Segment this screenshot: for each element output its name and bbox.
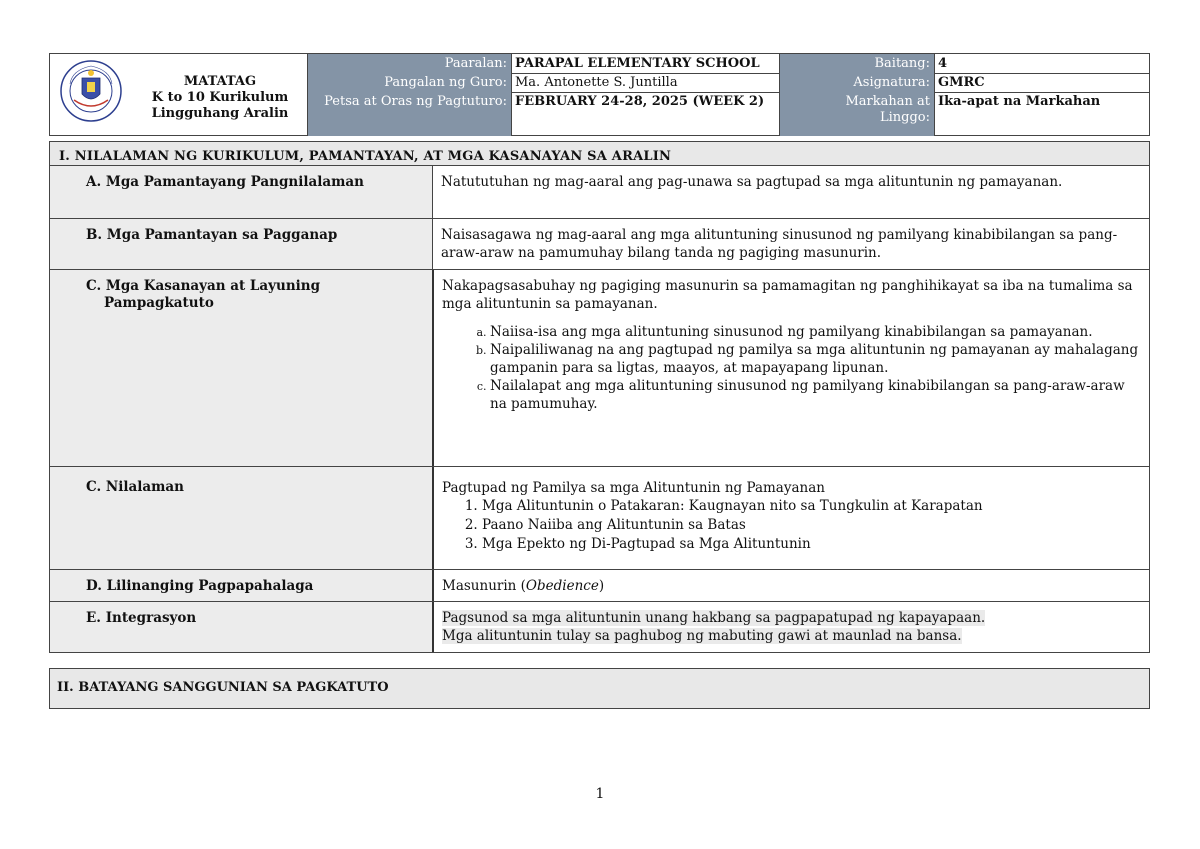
list-item: 3. Mga Epekto ng Di-Pagtupad sa Mga Alituntunin (482, 535, 1141, 554)
row-content (432, 602, 1149, 652)
plan-type: Lingguhang Aralin (151, 106, 289, 121)
grade-label: Baitang: (779, 56, 934, 72)
divider (779, 54, 780, 136)
list-item: a. Naiisa-isa ang mga alituntuning sinusunod ng pamilyang kinabibilangan sa pamayanan. (490, 323, 1141, 341)
row-content (432, 467, 1149, 569)
row-content (432, 270, 1149, 466)
list-item: 2. Paano Naiiba ang Alituntunin sa Batas (482, 516, 1141, 535)
divider (511, 54, 512, 136)
row-values (49, 570, 1150, 602)
divider (511, 73, 779, 74)
divider (934, 92, 1150, 93)
teacher-value: Ma. Antonette S. Juntilla (515, 75, 678, 90)
row-label: E. Integrasyon (50, 602, 432, 652)
section-1-heading: I. NILALAMAN NG KURIKULUM, PAMANTAYAN, AT MGA KASANAYAN SA ARALIN (49, 141, 1150, 166)
program-name: MATATAG (183, 74, 257, 89)
list-item: b. Naipaliliwanag na ang pagtupad ng pamilya sa mga alituntunin ng pamayanan ay mahalagang gampanin para sa ligtas, maayos, at mapayapang lipunan. (490, 341, 1141, 377)
competency-intro: Nakapagsasabuhay ng pagiging masunurin sa pamamagitan ng panghihikayat sa iba na tumalima sa mga alituntunin sa pamayanan. (442, 278, 1133, 312)
row-integration (49, 602, 1150, 653)
divider (934, 73, 1150, 74)
row-content: Natututuhan ng mag-aaral ang pag-unawa sa pagtupad sa mga alituntunin ng pamayanan. (432, 166, 1149, 218)
row-content: Naisasagawa ng mag-aaral ang mga alituntuning sinusunod ng pamilyang kinabibilangan sa pang-araw-araw na pamumuhay bilang tanda ng pagiging masunurin. (432, 219, 1149, 269)
page-number: 1 (595, 786, 605, 802)
quarter-label-line1: Markahan at (845, 94, 930, 109)
lesson-header-table (49, 53, 1150, 136)
integration-line-2: Mga alituntunin tulay sa paghubog ng mabuting gawi at maunlad na bansa. (442, 628, 962, 644)
list-item: 1. Mga Alituntunin o Patakaran: Kaugnayan nito sa Tungkulin at Karapatan (482, 497, 1141, 516)
deped-seal-logo (60, 60, 122, 122)
quarter-label (779, 94, 934, 126)
topic-intro: Pagtupad ng Pamilya sa mga Alituntunin ng Pamayanan (442, 480, 825, 496)
integration-line-1: Pagsunod sa mga alituntunin unang hakbang sa pagpapatupad ng kapayapaan. (442, 610, 986, 626)
row-label: B. Mga Pamantayan sa Pagganap (50, 219, 432, 269)
row-learning-competencies (49, 270, 1150, 467)
divider (511, 92, 779, 93)
topics-list (442, 497, 1141, 554)
teacher-label: Pangalan ng Guro: (308, 75, 511, 91)
school-value: PARAPAL ELEMENTARY SCHOOL (515, 56, 760, 71)
objectives-list (442, 323, 1141, 413)
row-label: A. Mga Pamantayang Pangnilalaman (50, 166, 432, 218)
value-name: Masunurin (442, 578, 517, 594)
divider (307, 54, 308, 136)
row-label (50, 270, 432, 466)
list-item: c. Nailalapat ang mga alituntuning sinusunod ng pamilyang kinabibilangan sa pang-araw-araw na pamumuhay. (490, 377, 1141, 413)
grade-value: 4 (938, 56, 948, 71)
value-translation: Obedience (525, 578, 599, 594)
row-label-line2: Pampagkatuto (104, 295, 214, 311)
school-label: Paaralan: (308, 56, 511, 72)
subject-label: Asignatura: (779, 75, 934, 91)
row-content: Masunurin (Obedience) (432, 570, 1149, 601)
row-label-line1: C. Mga Kasanayan at Layuning (86, 278, 321, 294)
row-label: C. Nilalaman (50, 467, 432, 569)
section-2-heading: II. BATAYANG SANGGUNIAN SA PAGKATUTO (49, 668, 1150, 709)
divider (934, 54, 935, 136)
quarter-label-line2: Linggo: (879, 110, 930, 125)
quarter-value: Ika-apat na Markahan (938, 94, 1101, 109)
row-content-topics (49, 467, 1150, 570)
row-content-standards (49, 166, 1150, 219)
row-performance-standards (49, 219, 1150, 270)
date-label: Petsa at Oras ng Pagtuturo: (308, 94, 511, 110)
subject-value: GMRC (938, 75, 985, 90)
date-value: FEBRUARY 24-28, 2025 (WEEK 2) (515, 94, 765, 109)
row-label: D. Lilinanging Pagpapahalaga (50, 570, 432, 601)
lesson-plan-title (130, 74, 310, 122)
curriculum-name: K to 10 Kurikulum (151, 90, 289, 105)
